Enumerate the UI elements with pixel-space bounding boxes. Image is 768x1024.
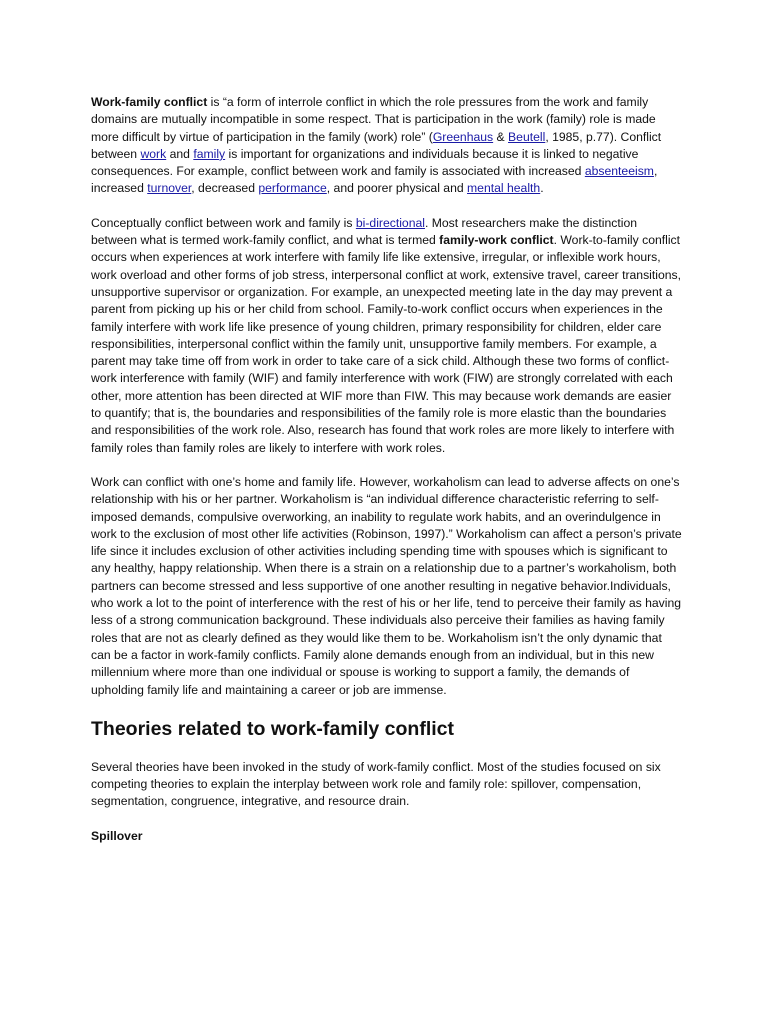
text-span: , 1985, p.77). Conflict between bbox=[91, 129, 662, 161]
subheading-spillover: Spillover bbox=[91, 828, 143, 843]
text-span: . Work-to-family conflict occurs when experiences at work interfere with family life like extensive, irregular, or inflexible work hours, work overload and other forms of job stress, interpersonal conflict at work, extensive travel, career transitions, unsupportive supervisor or organization. For example, an unexpected meeting late in the day may prevent a parent from picking up his or her child from school. Family-to-work conflict occurs when experiences in the family interfere with work life like presence of young children, primary responsibility for children, elder care responsibilities, interpersonal conflict within the family unit, unsupportive family members. For example, a parent may take time off from work in order to take care of a sick child. Although these two forms of conflict-work interference with family (WIF) and family interference with work (FIW) are strongly correlated with each other, more attention has been directed at WIF more than FIW. This may because work demands are easier to quantify; that is, the boundaries and responsibilities of the family role is more elastic than the boundaries and responsibilities of the work role. Also, research has found that work roles are more likely to interfere with family roles than family roles are likely to interfere with work roles. bbox=[91, 233, 681, 455]
text-span: is important for organizations and individuals because it is linked to negative consequences. For example, conflict between work and family is associated with increased bbox=[91, 146, 639, 179]
text-span: . Most researchers make the distinction between what is termed work-family conflict, and what is termed bbox=[91, 215, 637, 248]
text-span: and bbox=[166, 146, 194, 161]
text-span: & bbox=[493, 129, 509, 144]
text-span: . bbox=[540, 181, 544, 196]
link-work[interactable]: work bbox=[140, 146, 167, 161]
link-performance[interactable]: performance bbox=[258, 181, 327, 196]
link-mental-health[interactable]: mental health bbox=[467, 181, 541, 196]
term-work-family-conflict: Work-family conflict bbox=[91, 95, 208, 109]
text-span: , decreased bbox=[191, 181, 259, 196]
text-span: Conceptually conflict between work and family is bbox=[91, 215, 356, 230]
link-greenhaus[interactable]: Greenhaus bbox=[432, 129, 494, 144]
paragraph-workaholism: Work can conflict with one’s home and family life. However, workaholism can lead to adverse affects on one’s relationship with his or her partner. Workaholism is “an individual difference characteristic referring to self-imposed demands, compulsive overworking, an inability to regulate work habits, and an overindulgence in work to the exclusion of most other life activities (Robinson, 1997).” Workaholism can affect a person’s private life since it includes exclusion of other activities including spending time with spouses which is significant to any healthy, happy relationship. When there is a strain on a relationship due to a partner’s workaholism, both partners can become stressed and less supportive of one another resulting in negative behavior.Individuals, who work a lot to the point of interference with the rest of his or her life, tend to perceive their family as having less of a strong communication background. These individuals also perceive their families as having family roles that are not as clearly defined as they would like them to be. Workaholism isn’t the only dynamic that can be a factor in work-family conflicts. Family alone demands enough from an individual, but in this new millennium where more than one individual or spouse is working to support a family, the demands of upholding family life and maintaining a career or job are immense. bbox=[91, 474, 682, 697]
link-beutell[interactable]: Beutell bbox=[508, 129, 546, 144]
text-span: is “a form of interrole conflict in which the role pressures from the work and family domains are mutually incompatible in some respect. That is participation in the work (family) role is made more difficult by virtue of participation in the family (work) role” ( bbox=[91, 95, 656, 144]
link-absenteeism[interactable]: absenteeism bbox=[584, 164, 654, 179]
paragraph-bidirectional bbox=[91, 215, 682, 457]
paragraph-theories: Several theories have been invoked in the study of work-family conflict. Most of the studies focused on six competing theories to explain the interplay between work role and family role: spillover, compensation, segmentation, congruence, integrative, and resource drain. bbox=[91, 759, 661, 809]
link-turnover[interactable]: turnover bbox=[147, 181, 192, 196]
term-family-work-conflict: family-work conflict bbox=[439, 233, 554, 248]
text-span: , increased bbox=[91, 164, 658, 196]
link-bi-directional[interactable]: bi-directional bbox=[355, 215, 425, 230]
text-span: , and poorer physical and bbox=[326, 181, 468, 196]
link-family[interactable]: family bbox=[193, 146, 226, 161]
paragraph-intro bbox=[91, 94, 682, 198]
section-heading: Theories related to work-family conflict bbox=[91, 717, 454, 740]
